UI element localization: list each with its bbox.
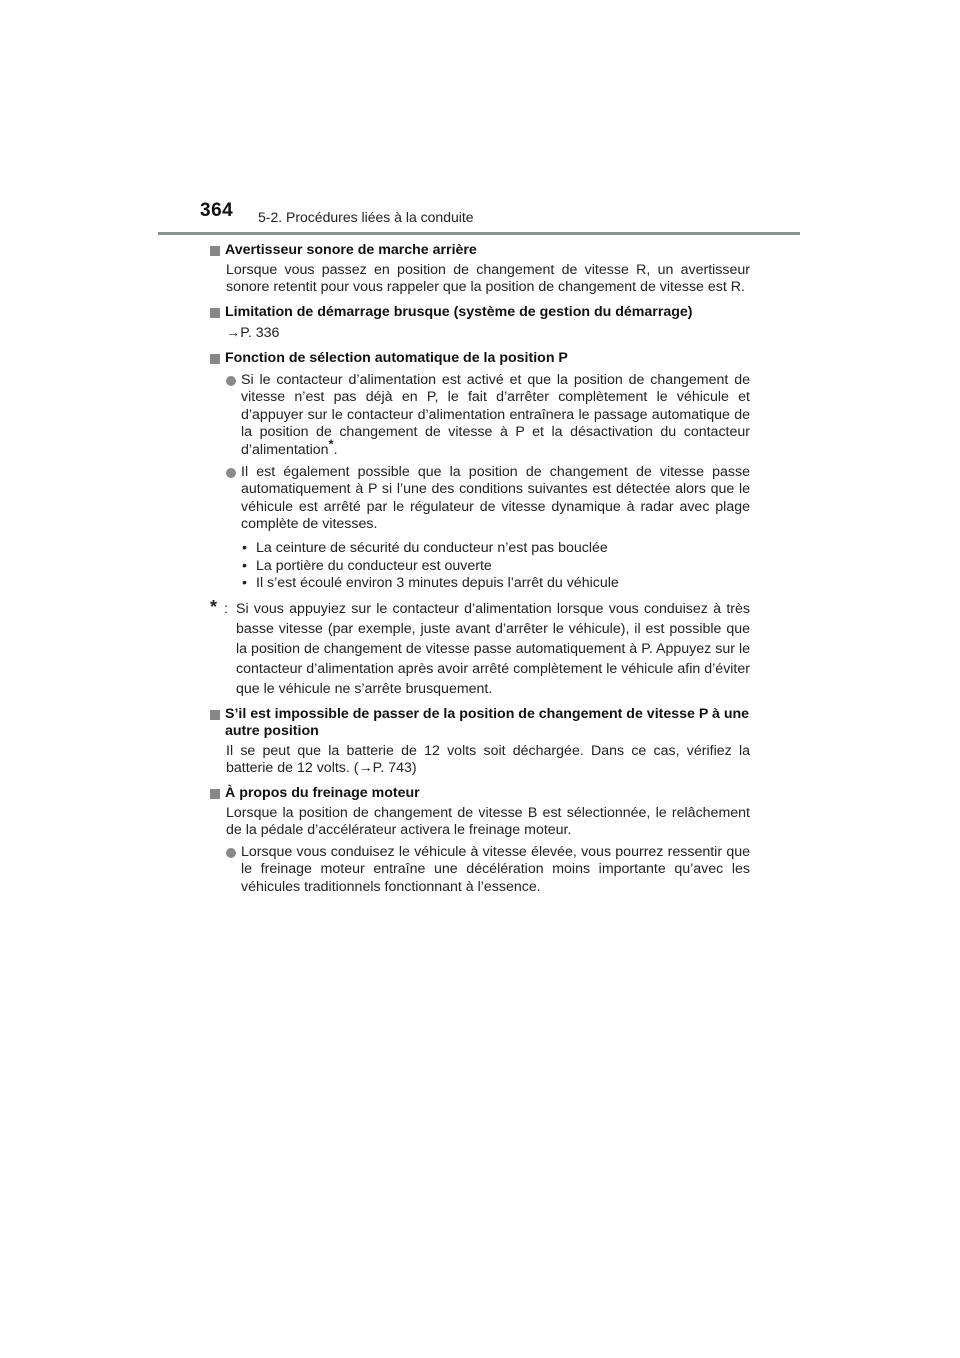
footnote-text: Si vous appuyiez sur le contacteur d’alimentation lorsque vous conduisez à très basse vitesse (par exemple, juste avant d’arrêter le véhicule), il est possible que la position de changement de vitesse passe automatiquement à P. Appuyez sur le contacteur d’alimentation après avoir arrêté complètement le véhicule afin d’éviter que le véhicule ne s’arrête brusquement. <box>236 600 750 697</box>
page-number: 364 <box>200 200 234 221</box>
section-heading: À propos du freinage moteur <box>210 785 750 803</box>
section-body: Il se peut que la batterie de 12 volts soit déchargée. Dans ce cas, vérifiez la batterie de 12 volts. (→P. 743) <box>226 742 750 777</box>
section-engine-braking <box>210 785 750 897</box>
section-body: Lorsque vous passez en position de changement de vitesse R, un avertisseur sonore retentit pour vous rappeler que la position de changement de vitesse est R. <box>226 261 750 296</box>
list-item: • La ceinture de sécurité du conducteur n’est pas bouclée <box>242 539 608 556</box>
dot-marker: • <box>242 557 247 574</box>
circle-bullet-icon <box>226 848 236 858</box>
footnote-marker: * <box>328 436 334 452</box>
footnote: * : Si vous appuyiez sur le contacteur d’alimentation lorsque vous conduisez à très basse vitesse (par exemple, juste avant d’arrêter le véhicule), il est possible que la position de changement de vitesse passe automatiquement à P. Appuyez sur le contacteur d’alimentation après avoir arrêté complètement le véhicule afin d’éviter que le véhicule ne s’arrête brusquement. <box>210 596 750 697</box>
list-item: Il est également possible que la position de changement de vitesse passe automatiquement à P si l’une des conditions suivantes est détectée alors que le véhicule est arrêté par le régulateur de vitesse dynamique à radar avec plage complète de vitesses. <box>210 464 750 534</box>
page-content <box>210 242 750 904</box>
dot-marker: • <box>242 539 247 556</box>
circle-bullet-icon <box>226 376 236 386</box>
square-bullet-icon <box>210 789 220 799</box>
square-bullet-icon <box>210 308 220 318</box>
square-bullet-icon <box>210 710 220 720</box>
square-bullet-icon <box>210 354 220 364</box>
circle-bullet-icon <box>226 468 236 478</box>
section-heading: Limitation de démarrage brusque (système de gestion du démarrage) <box>210 304 750 322</box>
list-item: Si le contacteur d’alimentation est activé et que la position de changement de vitesse n’est pas déjà en P, le fait d’arrêter complètement le véhicule et d’appuyer sur le contacteur d’alimentation entraînera le passage automatique de la position de changement de vitesse à P et la désactivation du contacteur d’alimentation*. <box>210 372 750 460</box>
square-bullet-icon <box>210 246 220 256</box>
footnote-star: * <box>210 596 218 617</box>
dot-marker: • <box>242 575 247 592</box>
list-item: • La portière du conducteur est ouverte <box>242 557 492 574</box>
condition-list <box>210 540 750 593</box>
section-start-control <box>210 304 750 343</box>
list-item: Lorsque vous conduisez le véhicule à vitesse élevée, vous pourrez ressentir que le freinage moteur entraîne une décélération moins importante qu’avec les véhicules traditionnels fonctionnant à l’essence. <box>210 844 750 897</box>
section-shift-out-of-p <box>210 706 750 778</box>
section-heading: Avertisseur sonore de marche arrière <box>210 242 750 260</box>
section-heading: S’il est impossible de passer de la position de changement de vitesse P à une autre position <box>210 706 750 741</box>
chapter-title: 5-2. Procédures liées à la conduite <box>258 209 474 225</box>
page-reference-link[interactable]: →P. 336 <box>226 325 280 342</box>
header-rule <box>158 232 800 235</box>
section-heading: Fonction de sélection automatique de la position P <box>210 350 750 368</box>
section-reverse-buzzer <box>210 242 750 297</box>
section-auto-p <box>210 350 750 699</box>
section-body: Lorsque la position de changement de vitesse B est sélectionnée, le relâchement de la pédale d’accélérateur activera le freinage moteur. <box>226 804 750 839</box>
list-item: • Il s’est écoulé environ 3 minutes depuis l’arrêt du véhicule <box>242 575 619 592</box>
